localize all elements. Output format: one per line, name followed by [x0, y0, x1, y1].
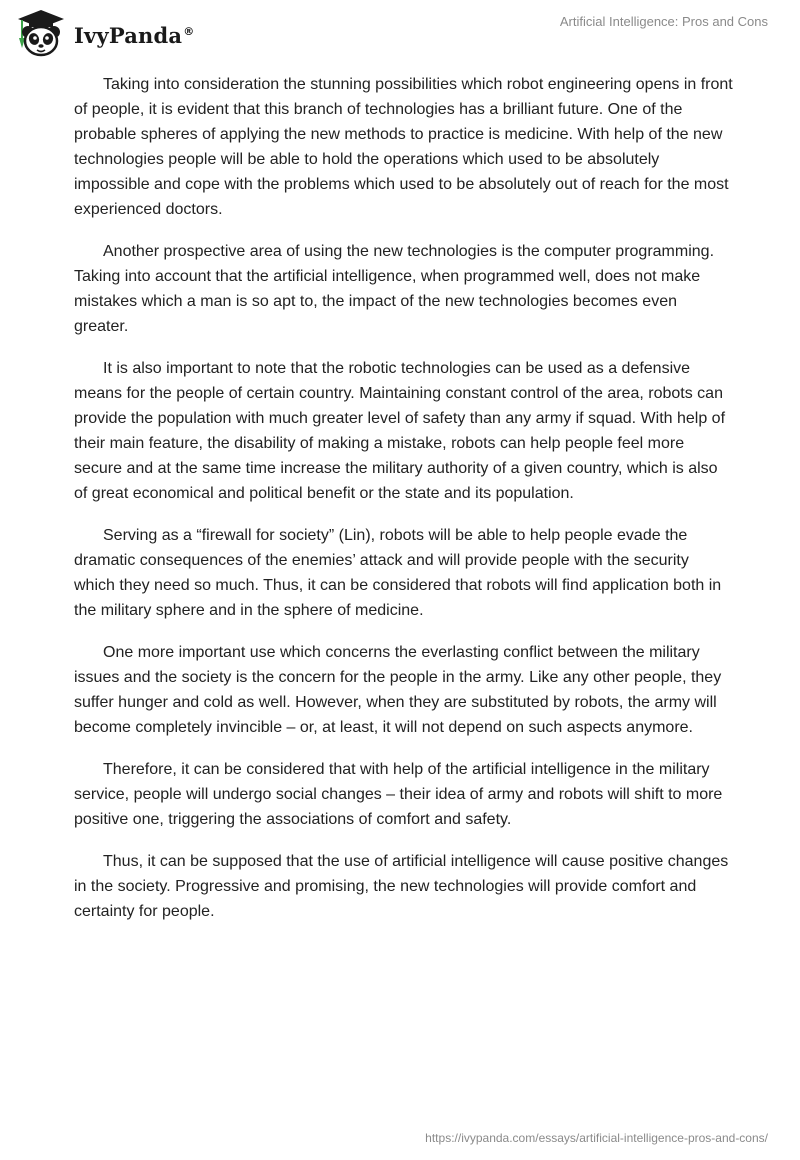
brand-logo[interactable] [14, 8, 194, 58]
page-header [0, 0, 800, 64]
essay-body [74, 72, 734, 941]
paragraph: One more important use which concerns the everlasting conflict between the military issues and the society is the concern for the people in the army. Like any other people, they suffer hunger and cold as well. However, when they are substituted by robots, the army will become completely invincible – or, at least, it will not depend on such aspects anymore. [74, 644, 722, 736]
source-url-link[interactable]: https://ivypanda.com/essays/artificial-intelligence-pros-and-cons/ [425, 1131, 768, 1145]
paragraph: Serving as a “firewall for society” (Lin), robots will be able to help people evade the dramatic consequences of the enemies’ attack and will provide people with the security which they need so much. Thus, it can be considered that robots will find application both in the military sphere and in the sphere of medicine. [74, 527, 722, 619]
registered-mark: ® [183, 24, 195, 38]
document-title: Artificial Intelligence: Pros and Cons [559, 14, 768, 29]
paragraph: It is also important to note that the robotic technologies can be used as a defensive means for the people of certain country. Maintaining constant control of the area, robots can provide the population with much greater level of safety than any army if squad. With help of their main feature, the disability of making a mistake, robots can help people feel more secure and at the same time increase the military authority of a given country, which is also of great economical and political benefit or the state and its population. [74, 360, 726, 502]
brand-name: IvyPanda® [74, 22, 195, 48]
panda-graduate-icon [14, 8, 68, 58]
paragraph: Thus, it can be supposed that the use of artificial intelligence will cause positive changes in the society. Progressive and promising, the new technologies will provide comfort and certainty for people. [74, 853, 729, 920]
paragraph: Therefore, it can be considered that with help of the artificial intelligence in the military service, people will undergo social changes – their idea of army and robots will shift to more positive one, triggering the associations of comfort and safety. [74, 761, 723, 828]
paragraph: Taking into consideration the stunning possibilities which robot engineering opens in front of people, it is evident that this branch of technologies has a brilliant future. One of the probable spheres of applying the new methods to practice is medicine. With help of the new technologies people will be able to hold the operations which used to be absolutely impossible and cope with the problems which used to be absolutely out of reach for the most experienced doctors. [74, 76, 733, 218]
paragraph: Another prospective area of using the new technologies is the computer programming. Taking into account that the artificial intelligence, when programmed well, does not make mistakes which a man is so apt to, the impact of the new technologies becomes even greater. [74, 243, 715, 335]
